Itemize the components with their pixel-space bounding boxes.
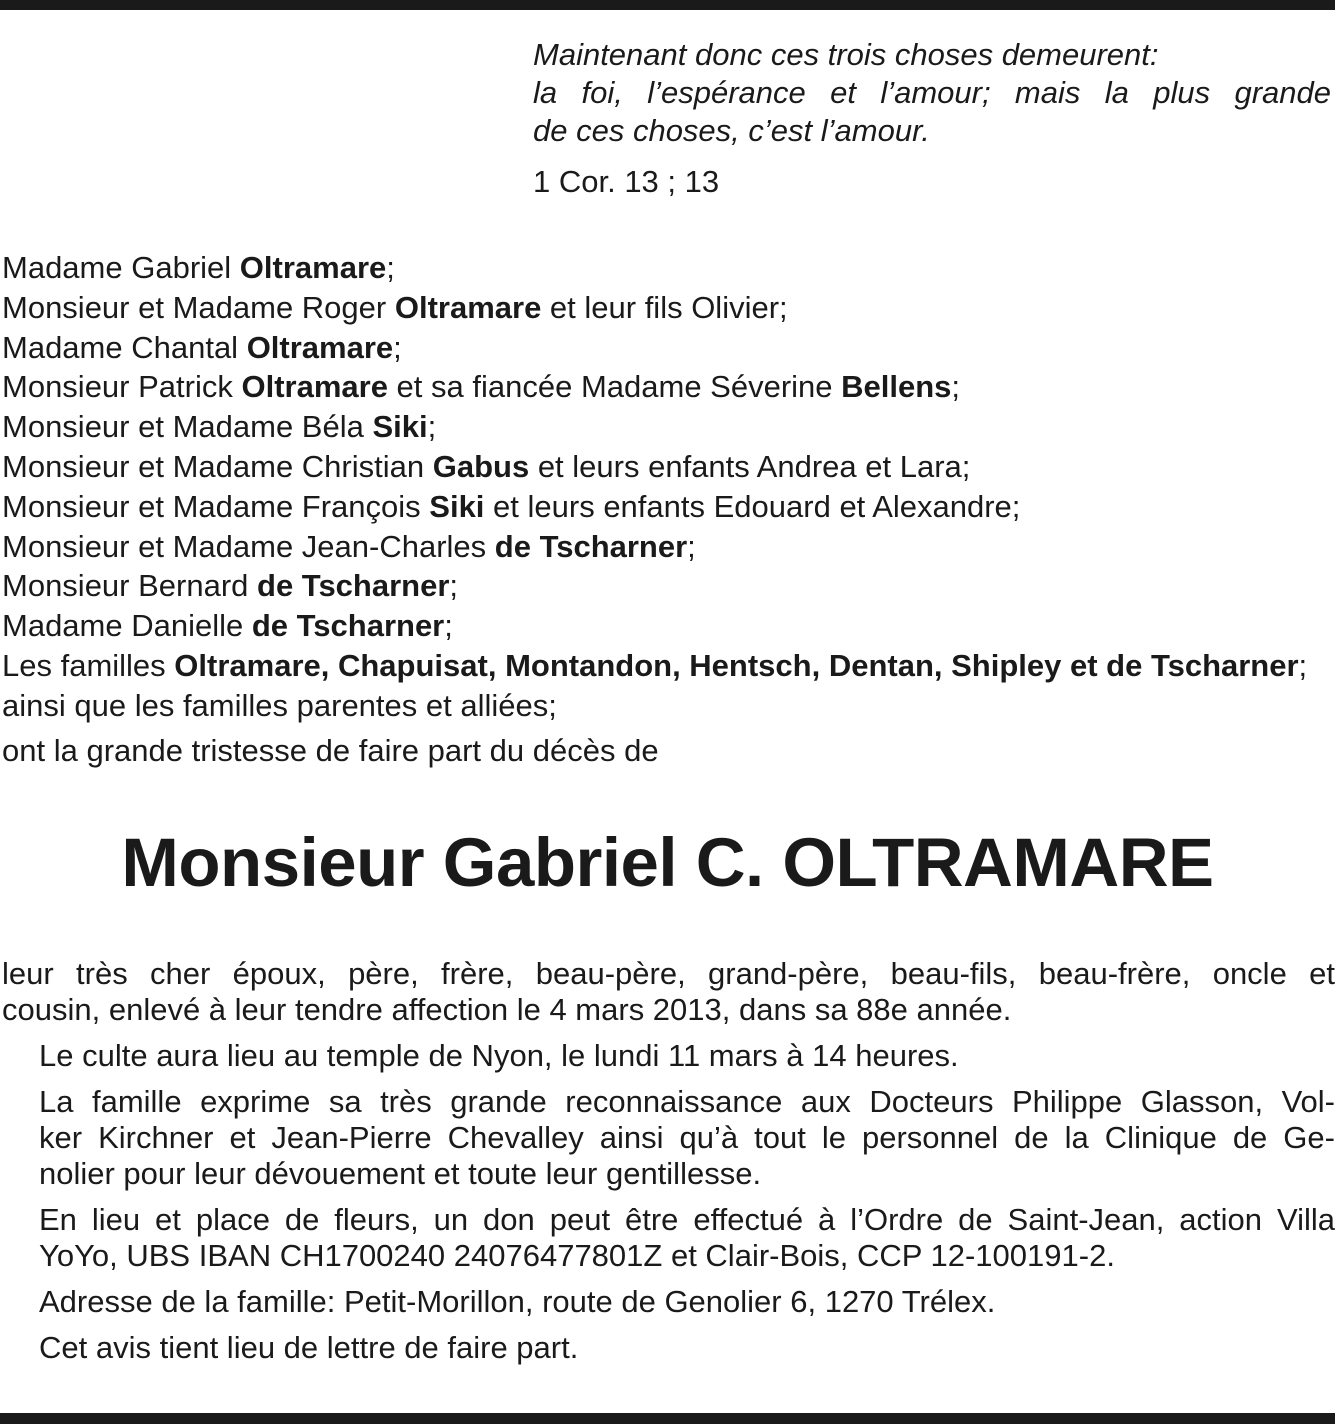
family-member: Monsieur et Madame François Siki et leurs enfants Edouard et Alexandre; bbox=[2, 488, 1021, 524]
family-member: Monsieur Patrick Oltramare et sa fiancée Madame Séverine Bellens; bbox=[2, 369, 961, 405]
family-member: Madame Chantal Oltramare; bbox=[2, 329, 402, 365]
relation-paragraph bbox=[0, 956, 1335, 1028]
family-member: Les familles Oltramare, Chapuisat, Montandon, Hentsch, Dentan, Shipley et de Tscharner; bbox=[2, 647, 1308, 683]
deceased-name: Monsieur Gabriel C. OLTRAMARE bbox=[121, 824, 1214, 901]
family-list bbox=[2, 248, 1335, 726]
service-paragraph bbox=[0, 1038, 1335, 1074]
epigraph-quote bbox=[533, 36, 1331, 150]
family-member: Monsieur Bernard de Tscharner; bbox=[2, 568, 459, 604]
paragraph-line: nolier pour leur dévouement et toute leur gentillesse. bbox=[39, 1156, 762, 1191]
paragraph-line: Le culte aura lieu au temple de Nyon, le lundi 11 mars à 14 heures. bbox=[39, 1038, 959, 1073]
bottom-rule bbox=[0, 1413, 1335, 1424]
paragraph-line: La famille exprime sa très grande reconnaissance aux Docteurs Philippe Glasson, Vol- bbox=[39, 1084, 1335, 1119]
bible-epigraph bbox=[533, 36, 1331, 201]
top-rule bbox=[0, 0, 1335, 10]
notice-body bbox=[0, 956, 1335, 1376]
family-member: Monsieur et Madame Christian Gabus et leurs enfants Andrea et Lara; bbox=[2, 448, 971, 484]
family-member: Madame Gabriel Oltramare; bbox=[2, 250, 395, 285]
quote-line: de ces choses, c’est l’amour. bbox=[533, 113, 930, 148]
paragraph-line: Adresse de la famille: Petit-Morillon, route de Genolier 6, 1270 Trélex. bbox=[39, 1284, 996, 1319]
quote-line: Maintenant donc ces trois choses demeurent: bbox=[533, 37, 1159, 72]
paragraph-line: cousin, enlevé à leur tendre affection le 4 mars 2013, dans sa 88e année. bbox=[2, 992, 1012, 1027]
quote-line: la foi, l’espérance et l’amour; mais la plus grande bbox=[533, 75, 1331, 110]
announcement: ont la grande tristesse de faire part du décès de bbox=[2, 733, 659, 768]
family-member: Monsieur et Madame Béla Siki; bbox=[2, 409, 437, 445]
paragraph-line: En lieu et place de fleurs, un don peut être effectué à l’Ordre de Saint-Jean, action Villa bbox=[39, 1202, 1335, 1237]
family-member: Monsieur et Madame Jean-Charles de Tscharner; bbox=[2, 528, 696, 564]
family-member: Monsieur et Madame Roger Oltramare et leur fils Olivier; bbox=[2, 289, 788, 325]
paragraph-line: ker Kirchner et Jean-Pierre Chevalley ainsi qu’à tout le personnel de la Clinique de Ge- bbox=[39, 1120, 1335, 1155]
donation-paragraph bbox=[0, 1202, 1335, 1274]
epigraph-reference: 1 Cor. 13 ; 13 bbox=[533, 164, 720, 199]
family-member: ainsi que les familles parentes et alliées; bbox=[2, 687, 557, 723]
thanks-paragraph bbox=[0, 1084, 1335, 1192]
paragraph-line: YoYo, UBS IBAN CH1700240 24076477801Z et Clair-Bois, CCP 12-100191-2. bbox=[39, 1238, 1115, 1273]
family-member: Madame Danielle de Tscharner; bbox=[2, 608, 453, 644]
closing-paragraph bbox=[0, 1330, 1335, 1366]
paragraph-line: Cet avis tient lieu de lettre de faire part. bbox=[39, 1330, 579, 1365]
address-paragraph bbox=[0, 1284, 1335, 1320]
paragraph-line: leur très cher époux, père, frère, beau-père, grand-père, beau-fils, beau-frère, oncle et bbox=[2, 956, 1335, 991]
